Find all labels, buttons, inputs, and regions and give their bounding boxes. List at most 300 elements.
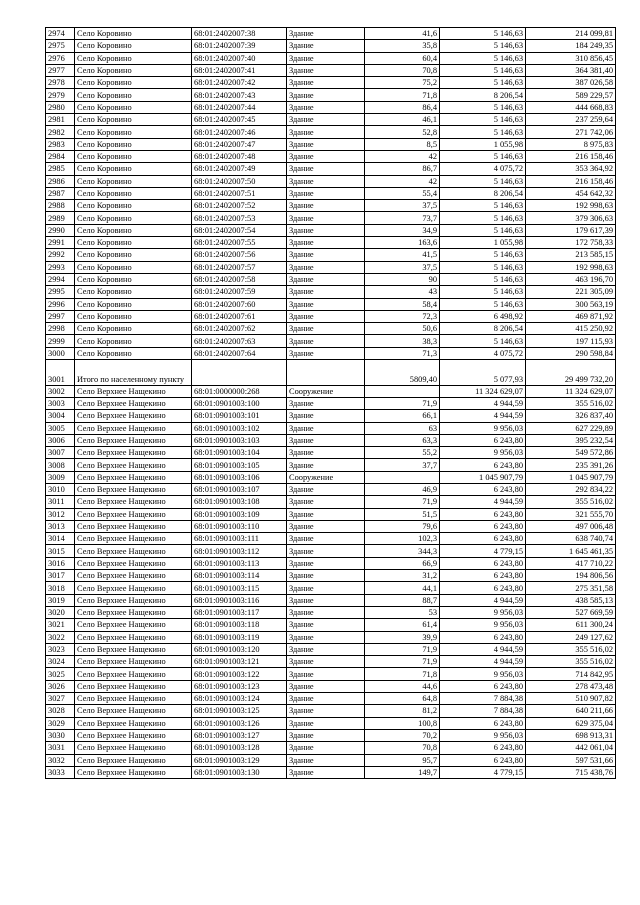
table-row: [46, 520, 616, 532]
area-cell: 44,6: [365, 680, 440, 692]
object-type-cell: Здание: [287, 582, 365, 594]
object-type-cell: Здание: [287, 422, 365, 434]
settlement-name-cell: Село Коровино: [75, 101, 192, 113]
row-number-cell: 2979: [46, 89, 75, 101]
area-cell: 52,8: [365, 126, 440, 138]
cadastral-number-cell: 68:01:2402007:42: [192, 77, 287, 89]
table-row: [46, 447, 616, 459]
settlement-name-cell: Село Коровино: [75, 286, 192, 298]
settlement-name-cell: Село Коровино: [75, 77, 192, 89]
object-type-cell: Здание: [287, 483, 365, 495]
settlement-name-cell: Село Коровино: [75, 212, 192, 224]
area-cell: 149,7: [365, 766, 440, 778]
specific-value-cell: 4 944,59: [440, 643, 526, 655]
settlement-name-cell: Село Верхнее Нащекино: [75, 656, 192, 668]
area-cell: 41,6: [365, 28, 440, 40]
table-row: [46, 273, 616, 285]
table-row: [46, 298, 616, 310]
area-cell: 71,9: [365, 656, 440, 668]
area-cell: 37,7: [365, 459, 440, 471]
cadastral-number-cell: 68:01:0901003:126: [192, 717, 287, 729]
cadastral-value-cell: 310 856,45: [526, 52, 616, 64]
area-cell: 100,8: [365, 717, 440, 729]
cadastral-value-cell: 235 391,26: [526, 459, 616, 471]
cadastral-value-cell: 469 871,92: [526, 310, 616, 322]
table-row: [46, 286, 616, 298]
specific-value-cell: 1 055,98: [440, 138, 526, 150]
area-cell: 58,4: [365, 298, 440, 310]
cadastral-value-cell: 179 617,39: [526, 224, 616, 236]
cadastral-value-cell: 364 381,40: [526, 64, 616, 76]
row-number-cell: 3030: [46, 729, 75, 741]
object-type-cell: Здание: [287, 114, 365, 126]
table-row: [46, 508, 616, 520]
settlement-name-cell: Село Верхнее Нащекино: [75, 717, 192, 729]
area-cell: 95,7: [365, 754, 440, 766]
row-number-cell: 3027: [46, 693, 75, 705]
settlement-name-cell: Село Верхнее Нащекино: [75, 754, 192, 766]
specific-value-cell: 5 146,63: [440, 286, 526, 298]
table-row: [46, 347, 616, 359]
table-row: [46, 471, 616, 483]
cadastral-number-cell: 68:01:0901003:101: [192, 410, 287, 422]
table-row: [46, 138, 616, 150]
cadastral-value-cell: 216 158,46: [526, 150, 616, 162]
settlement-name-cell: Село Коровино: [75, 237, 192, 249]
cadastral-value-cell: 172 758,33: [526, 237, 616, 249]
specific-value-cell: 5 146,63: [440, 40, 526, 52]
cadastral-value-cell: 292 834,22: [526, 483, 616, 495]
cadastral-value-cell: 444 668,83: [526, 101, 616, 113]
settlement-name-cell: Село Верхнее Нащекино: [75, 582, 192, 594]
specific-value-cell: 1 045 907,79: [440, 471, 526, 483]
specific-value-cell: 8 206,54: [440, 323, 526, 335]
settlement-name-cell: Село Коровино: [75, 138, 192, 150]
cadastral-number-cell: 68:01:0901003:107: [192, 483, 287, 495]
specific-value-cell: 5 146,63: [440, 175, 526, 187]
object-type-cell: Здание: [287, 434, 365, 446]
table-row: [46, 323, 616, 335]
settlement-name-cell: Село Коровино: [75, 261, 192, 273]
table-row: [46, 114, 616, 126]
cadastral-number-cell: 68:01:0901003:102: [192, 422, 287, 434]
table-row: [46, 200, 616, 212]
area-cell: 63,3: [365, 434, 440, 446]
settlement-name-cell: Село Верхнее Нащекино: [75, 410, 192, 422]
settlement-name-cell: Село Коровино: [75, 175, 192, 187]
row-number-cell: 2976: [46, 52, 75, 64]
settlement-name-cell: Село Верхнее Нащекино: [75, 533, 192, 545]
settlement-name-cell: Село Верхнее Нащекино: [75, 606, 192, 618]
settlement-name-cell: Село Верхнее Нащекино: [75, 471, 192, 483]
settlement-name-cell: Село Коровино: [75, 200, 192, 212]
table-row: [46, 557, 616, 569]
table-row: [46, 483, 616, 495]
object-type-cell: Сооружение: [287, 471, 365, 483]
table-row: [46, 459, 616, 471]
row-number-cell: 3006: [46, 434, 75, 446]
specific-value-cell: 6 243,80: [440, 754, 526, 766]
cadastral-value-cell: 627 229,89: [526, 422, 616, 434]
settlement-name-cell: Село Коровино: [75, 40, 192, 52]
row-number-cell: 2996: [46, 298, 75, 310]
settlement-name-cell: Село Верхнее Нащекино: [75, 422, 192, 434]
cadastral-value-cell: 715 438,76: [526, 766, 616, 778]
cadastral-value-cell: 300 563,19: [526, 298, 616, 310]
table-row: [46, 766, 616, 778]
settlement-name-cell: Село Верхнее Нащекино: [75, 385, 192, 397]
cadastral-value-cell: 278 473,48: [526, 680, 616, 692]
settlement-name-cell: Село Коровино: [75, 347, 192, 359]
specific-value-cell: 6 243,80: [440, 570, 526, 582]
area-cell: 42: [365, 150, 440, 162]
settlement-name-cell: Село Коровино: [75, 114, 192, 126]
table-row: [46, 40, 616, 52]
specific-value-cell: 5 146,63: [440, 200, 526, 212]
cadastral-number-cell: 68:01:2402007:40: [192, 52, 287, 64]
object-type-cell: Здание: [287, 286, 365, 298]
area-cell: 71,8: [365, 668, 440, 680]
object-type-cell: Здание: [287, 631, 365, 643]
object-type-cell: Здание: [287, 594, 365, 606]
row-number-cell: 3007: [46, 447, 75, 459]
area-cell: 163,6: [365, 237, 440, 249]
area-cell: 73,7: [365, 212, 440, 224]
object-type-cell: Здание: [287, 705, 365, 717]
cadastral-number-cell: 68:01:2402007:60: [192, 298, 287, 310]
row-number-cell: 3020: [46, 606, 75, 618]
settlement-name-cell: Село Верхнее Нащекино: [75, 496, 192, 508]
row-number-cell: 2995: [46, 286, 75, 298]
specific-value-cell: 6 243,80: [440, 631, 526, 643]
cadastral-value-cell: 249 127,62: [526, 631, 616, 643]
settlement-name-cell: Село Верхнее Нащекино: [75, 643, 192, 655]
object-type-cell: Здание: [287, 298, 365, 310]
cadastral-number-cell: 68:01:2402007:41: [192, 64, 287, 76]
table-row: [46, 742, 616, 754]
cadastral-number-cell: 68:01:0901003:120: [192, 643, 287, 655]
object-type-cell: Здание: [287, 717, 365, 729]
table-row: [46, 668, 616, 680]
object-type-cell: Здание: [287, 520, 365, 532]
area-cell: 31,2: [365, 570, 440, 582]
settlement-name-cell: Село Коровино: [75, 249, 192, 261]
settlement-name-cell: Село Верхнее Нащекино: [75, 729, 192, 741]
table-row: [46, 545, 616, 557]
cadastral-value-cell: 438 585,13: [526, 594, 616, 606]
settlement-name-cell: Село Коровино: [75, 224, 192, 236]
row-number-cell: 3024: [46, 656, 75, 668]
specific-value-cell: 5 146,63: [440, 28, 526, 40]
row-number-cell: 2988: [46, 200, 75, 212]
object-type-cell: Здание: [287, 729, 365, 741]
cadastral-number-cell: 68:01:0901003:105: [192, 459, 287, 471]
specific-value-cell: 4 944,59: [440, 656, 526, 668]
row-number-cell: 3028: [46, 705, 75, 717]
cadastral-number-cell: 68:01:0901003:103: [192, 434, 287, 446]
cadastral-number-cell: 68:01:0901003:130: [192, 766, 287, 778]
table-body: [46, 28, 616, 779]
row-number-cell: 2985: [46, 163, 75, 175]
row-number-cell: 3015: [46, 545, 75, 557]
object-type-cell: Здание: [287, 175, 365, 187]
cadastral-number-cell: 68:01:2402007:63: [192, 335, 287, 347]
cadastral-number-cell: [192, 360, 287, 386]
area-cell: [365, 385, 440, 397]
specific-value-cell: 4 944,59: [440, 397, 526, 409]
object-type-cell: Здание: [287, 680, 365, 692]
object-type-cell: Здание: [287, 187, 365, 199]
settlement-name-cell: Село Коровино: [75, 323, 192, 335]
object-type-cell: Здание: [287, 323, 365, 335]
specific-value-cell: 5 146,63: [440, 114, 526, 126]
object-type-cell: Здание: [287, 212, 365, 224]
object-type-cell: Здание: [287, 447, 365, 459]
specific-value-cell: 7 884,38: [440, 705, 526, 717]
table-row: [46, 619, 616, 631]
specific-value-cell: 8 206,54: [440, 89, 526, 101]
specific-value-cell: 7 884,38: [440, 693, 526, 705]
cadastral-value-cell: 629 375,04: [526, 717, 616, 729]
cadastral-number-cell: 68:01:0901003:127: [192, 729, 287, 741]
row-number-cell: 3031: [46, 742, 75, 754]
area-cell: 51,5: [365, 508, 440, 520]
settlement-name-cell: Село Коровино: [75, 126, 192, 138]
table-row: [46, 89, 616, 101]
cadastral-value-cell: 417 710,22: [526, 557, 616, 569]
object-type-cell: Здание: [287, 410, 365, 422]
row-number-cell: 2980: [46, 101, 75, 113]
area-cell: 60,4: [365, 52, 440, 64]
cadastral-number-cell: 68:01:0901003:104: [192, 447, 287, 459]
object-type-cell: Здание: [287, 643, 365, 655]
area-cell: 86,4: [365, 101, 440, 113]
specific-value-cell: 5 146,63: [440, 224, 526, 236]
specific-value-cell: 4 944,59: [440, 496, 526, 508]
cadastral-number-cell: 68:01:2402007:50: [192, 175, 287, 187]
cadastral-number-cell: 68:01:0901003:122: [192, 668, 287, 680]
area-cell: 70,8: [365, 742, 440, 754]
table-row: [46, 422, 616, 434]
specific-value-cell: 9 956,03: [440, 606, 526, 618]
cadastral-value-cell: 379 306,63: [526, 212, 616, 224]
row-number-cell: 2991: [46, 237, 75, 249]
table-row: [46, 360, 616, 386]
settlement-name-cell: Село Верхнее Нащекино: [75, 766, 192, 778]
row-number-cell: 3005: [46, 422, 75, 434]
table-row: [46, 310, 616, 322]
cadastral-value-cell: 549 572,86: [526, 447, 616, 459]
cadastral-value-cell: 698 913,31: [526, 729, 616, 741]
row-number-cell: 3019: [46, 594, 75, 606]
area-cell: 41,5: [365, 249, 440, 261]
cadastral-number-cell: 68:01:2402007:55: [192, 237, 287, 249]
row-number-cell: 3032: [46, 754, 75, 766]
table-row: [46, 680, 616, 692]
area-cell: 79,6: [365, 520, 440, 532]
cadastral-number-cell: 68:01:0901003:121: [192, 656, 287, 668]
cadastral-number-cell: 68:01:2402007:56: [192, 249, 287, 261]
object-type-cell: Здание: [287, 273, 365, 285]
settlement-name-cell: Село Верхнее Нащекино: [75, 557, 192, 569]
object-type-cell: Здание: [287, 742, 365, 754]
table-row: [46, 52, 616, 64]
table-row: [46, 224, 616, 236]
area-cell: 63: [365, 422, 440, 434]
table-row: [46, 64, 616, 76]
cadastral-value-cell: 353 364,92: [526, 163, 616, 175]
row-number-cell: 3017: [46, 570, 75, 582]
row-number-cell: 3004: [46, 410, 75, 422]
table-row: [46, 533, 616, 545]
settlement-name-cell: Село Верхнее Нащекино: [75, 594, 192, 606]
area-cell: 53: [365, 606, 440, 618]
cadastral-number-cell: 68:01:2402007:45: [192, 114, 287, 126]
settlement-name-cell: Село Верхнее Нащекино: [75, 680, 192, 692]
object-type-cell: Здание: [287, 40, 365, 52]
specific-value-cell: 9 956,03: [440, 729, 526, 741]
object-type-cell: Здание: [287, 496, 365, 508]
specific-value-cell: 11 324 629,07: [440, 385, 526, 397]
cadastral-number-cell: 68:01:0901003:128: [192, 742, 287, 754]
cadastral-number-cell: 68:01:0901003:116: [192, 594, 287, 606]
cadastral-value-cell: 1 645 461,35: [526, 545, 616, 557]
settlement-name-cell: Село Коровино: [75, 163, 192, 175]
cadastral-number-cell: 68:01:0901003:114: [192, 570, 287, 582]
settlement-name-cell: Село Коровино: [75, 310, 192, 322]
cadastral-value-cell: 640 211,66: [526, 705, 616, 717]
object-type-cell: Здание: [287, 693, 365, 705]
settlement-name-cell: Село Коровино: [75, 335, 192, 347]
row-number-cell: 2974: [46, 28, 75, 40]
table-row: [46, 434, 616, 446]
area-cell: 38,3: [365, 335, 440, 347]
specific-value-cell: 5 146,63: [440, 77, 526, 89]
object-type-cell: Здание: [287, 766, 365, 778]
row-number-cell: 3009: [46, 471, 75, 483]
document-sheet: [45, 27, 616, 779]
specific-value-cell: 9 956,03: [440, 619, 526, 631]
cadastral-value-cell: 597 531,66: [526, 754, 616, 766]
area-cell: 5809,40: [365, 360, 440, 386]
row-number-cell: 2986: [46, 175, 75, 187]
table-row: [46, 729, 616, 741]
area-cell: 66,9: [365, 557, 440, 569]
cadastral-value-cell: 8 975,83: [526, 138, 616, 150]
row-number-cell: 3021: [46, 619, 75, 631]
area-cell: 86,7: [365, 163, 440, 175]
settlement-name-cell: Село Верхнее Нащекино: [75, 570, 192, 582]
row-number-cell: 2990: [46, 224, 75, 236]
area-cell: 71,3: [365, 347, 440, 359]
area-cell: 39,9: [365, 631, 440, 643]
settlement-name-cell: Село Верхнее Нащекино: [75, 483, 192, 495]
cadastral-value-cell: 221 305,09: [526, 286, 616, 298]
object-type-cell: Здание: [287, 335, 365, 347]
table-row: [46, 126, 616, 138]
cadastral-number-cell: 68:01:0000000:268: [192, 385, 287, 397]
table-row: [46, 212, 616, 224]
specific-value-cell: 5 146,63: [440, 101, 526, 113]
specific-value-cell: 4 779,15: [440, 766, 526, 778]
cadastral-value-cell: 192 998,63: [526, 200, 616, 212]
row-number-cell: 2993: [46, 261, 75, 273]
cadastral-number-cell: 68:01:2402007:53: [192, 212, 287, 224]
table-row: [46, 163, 616, 175]
cadastral-number-cell: 68:01:2402007:43: [192, 89, 287, 101]
object-type-cell: Здание: [287, 754, 365, 766]
settlement-name-cell: Село Верхнее Нащекино: [75, 459, 192, 471]
cadastral-number-cell: 68:01:0901003:129: [192, 754, 287, 766]
cadastral-value-cell: 355 516,02: [526, 397, 616, 409]
row-number-cell: 2982: [46, 126, 75, 138]
cadastral-value-cell: 611 300,24: [526, 619, 616, 631]
area-cell: 46,9: [365, 483, 440, 495]
table-row: [46, 385, 616, 397]
object-type-cell: Здание: [287, 668, 365, 680]
cadastral-value-cell: 442 061,04: [526, 742, 616, 754]
area-cell: 42: [365, 175, 440, 187]
specific-value-cell: 5 146,63: [440, 150, 526, 162]
row-number-cell: 3026: [46, 680, 75, 692]
area-cell: 46,1: [365, 114, 440, 126]
table-row: [46, 249, 616, 261]
settlement-name-cell: Село Верхнее Нащекино: [75, 668, 192, 680]
cadastral-number-cell: 68:01:2402007:61: [192, 310, 287, 322]
object-type-cell: Здание: [287, 545, 365, 557]
area-cell: 344,3: [365, 545, 440, 557]
area-cell: 44,1: [365, 582, 440, 594]
row-number-cell: 2981: [46, 114, 75, 126]
cadastral-number-cell: 68:01:2402007:62: [192, 323, 287, 335]
cadastral-value-cell: 237 259,64: [526, 114, 616, 126]
cadastral-value-cell: 197 115,93: [526, 335, 616, 347]
object-type-cell: Здание: [287, 163, 365, 175]
cadastral-number-cell: 68:01:0901003:108: [192, 496, 287, 508]
area-cell: 71,9: [365, 496, 440, 508]
row-number-cell: 3016: [46, 557, 75, 569]
cadastral-value-cell: 213 585,15: [526, 249, 616, 261]
object-type-cell: Здание: [287, 397, 365, 409]
table-row: [46, 594, 616, 606]
row-number-cell: 3025: [46, 668, 75, 680]
settlement-name-cell: Село Верхнее Нащекино: [75, 619, 192, 631]
area-cell: 55,2: [365, 447, 440, 459]
specific-value-cell: 5 077,93: [440, 360, 526, 386]
cadastral-number-cell: 68:01:2402007:39: [192, 40, 287, 52]
cadastral-number-cell: 68:01:2402007:47: [192, 138, 287, 150]
table-row: [46, 335, 616, 347]
table-row: [46, 606, 616, 618]
object-type-cell: Здание: [287, 101, 365, 113]
table-row: [46, 496, 616, 508]
row-number-cell: 3003: [46, 397, 75, 409]
cadastral-number-cell: 68:01:0901003:125: [192, 705, 287, 717]
row-number-cell: 2975: [46, 40, 75, 52]
specific-value-cell: 6 243,80: [440, 717, 526, 729]
specific-value-cell: 6 498,92: [440, 310, 526, 322]
object-type-cell: [287, 360, 365, 386]
cadastral-value-cell: 510 907,82: [526, 693, 616, 705]
object-type-cell: Здание: [287, 64, 365, 76]
cadastral-value-cell: 214 099,81: [526, 28, 616, 40]
cadastral-number-cell: 68:01:2402007:57: [192, 261, 287, 273]
cadastral-value-cell: 1 045 907,79: [526, 471, 616, 483]
row-number-cell: 3008: [46, 459, 75, 471]
cadastral-value-cell: 497 006,48: [526, 520, 616, 532]
settlement-name-cell: Село Верхнее Нащекино: [75, 631, 192, 643]
area-cell: 43: [365, 286, 440, 298]
